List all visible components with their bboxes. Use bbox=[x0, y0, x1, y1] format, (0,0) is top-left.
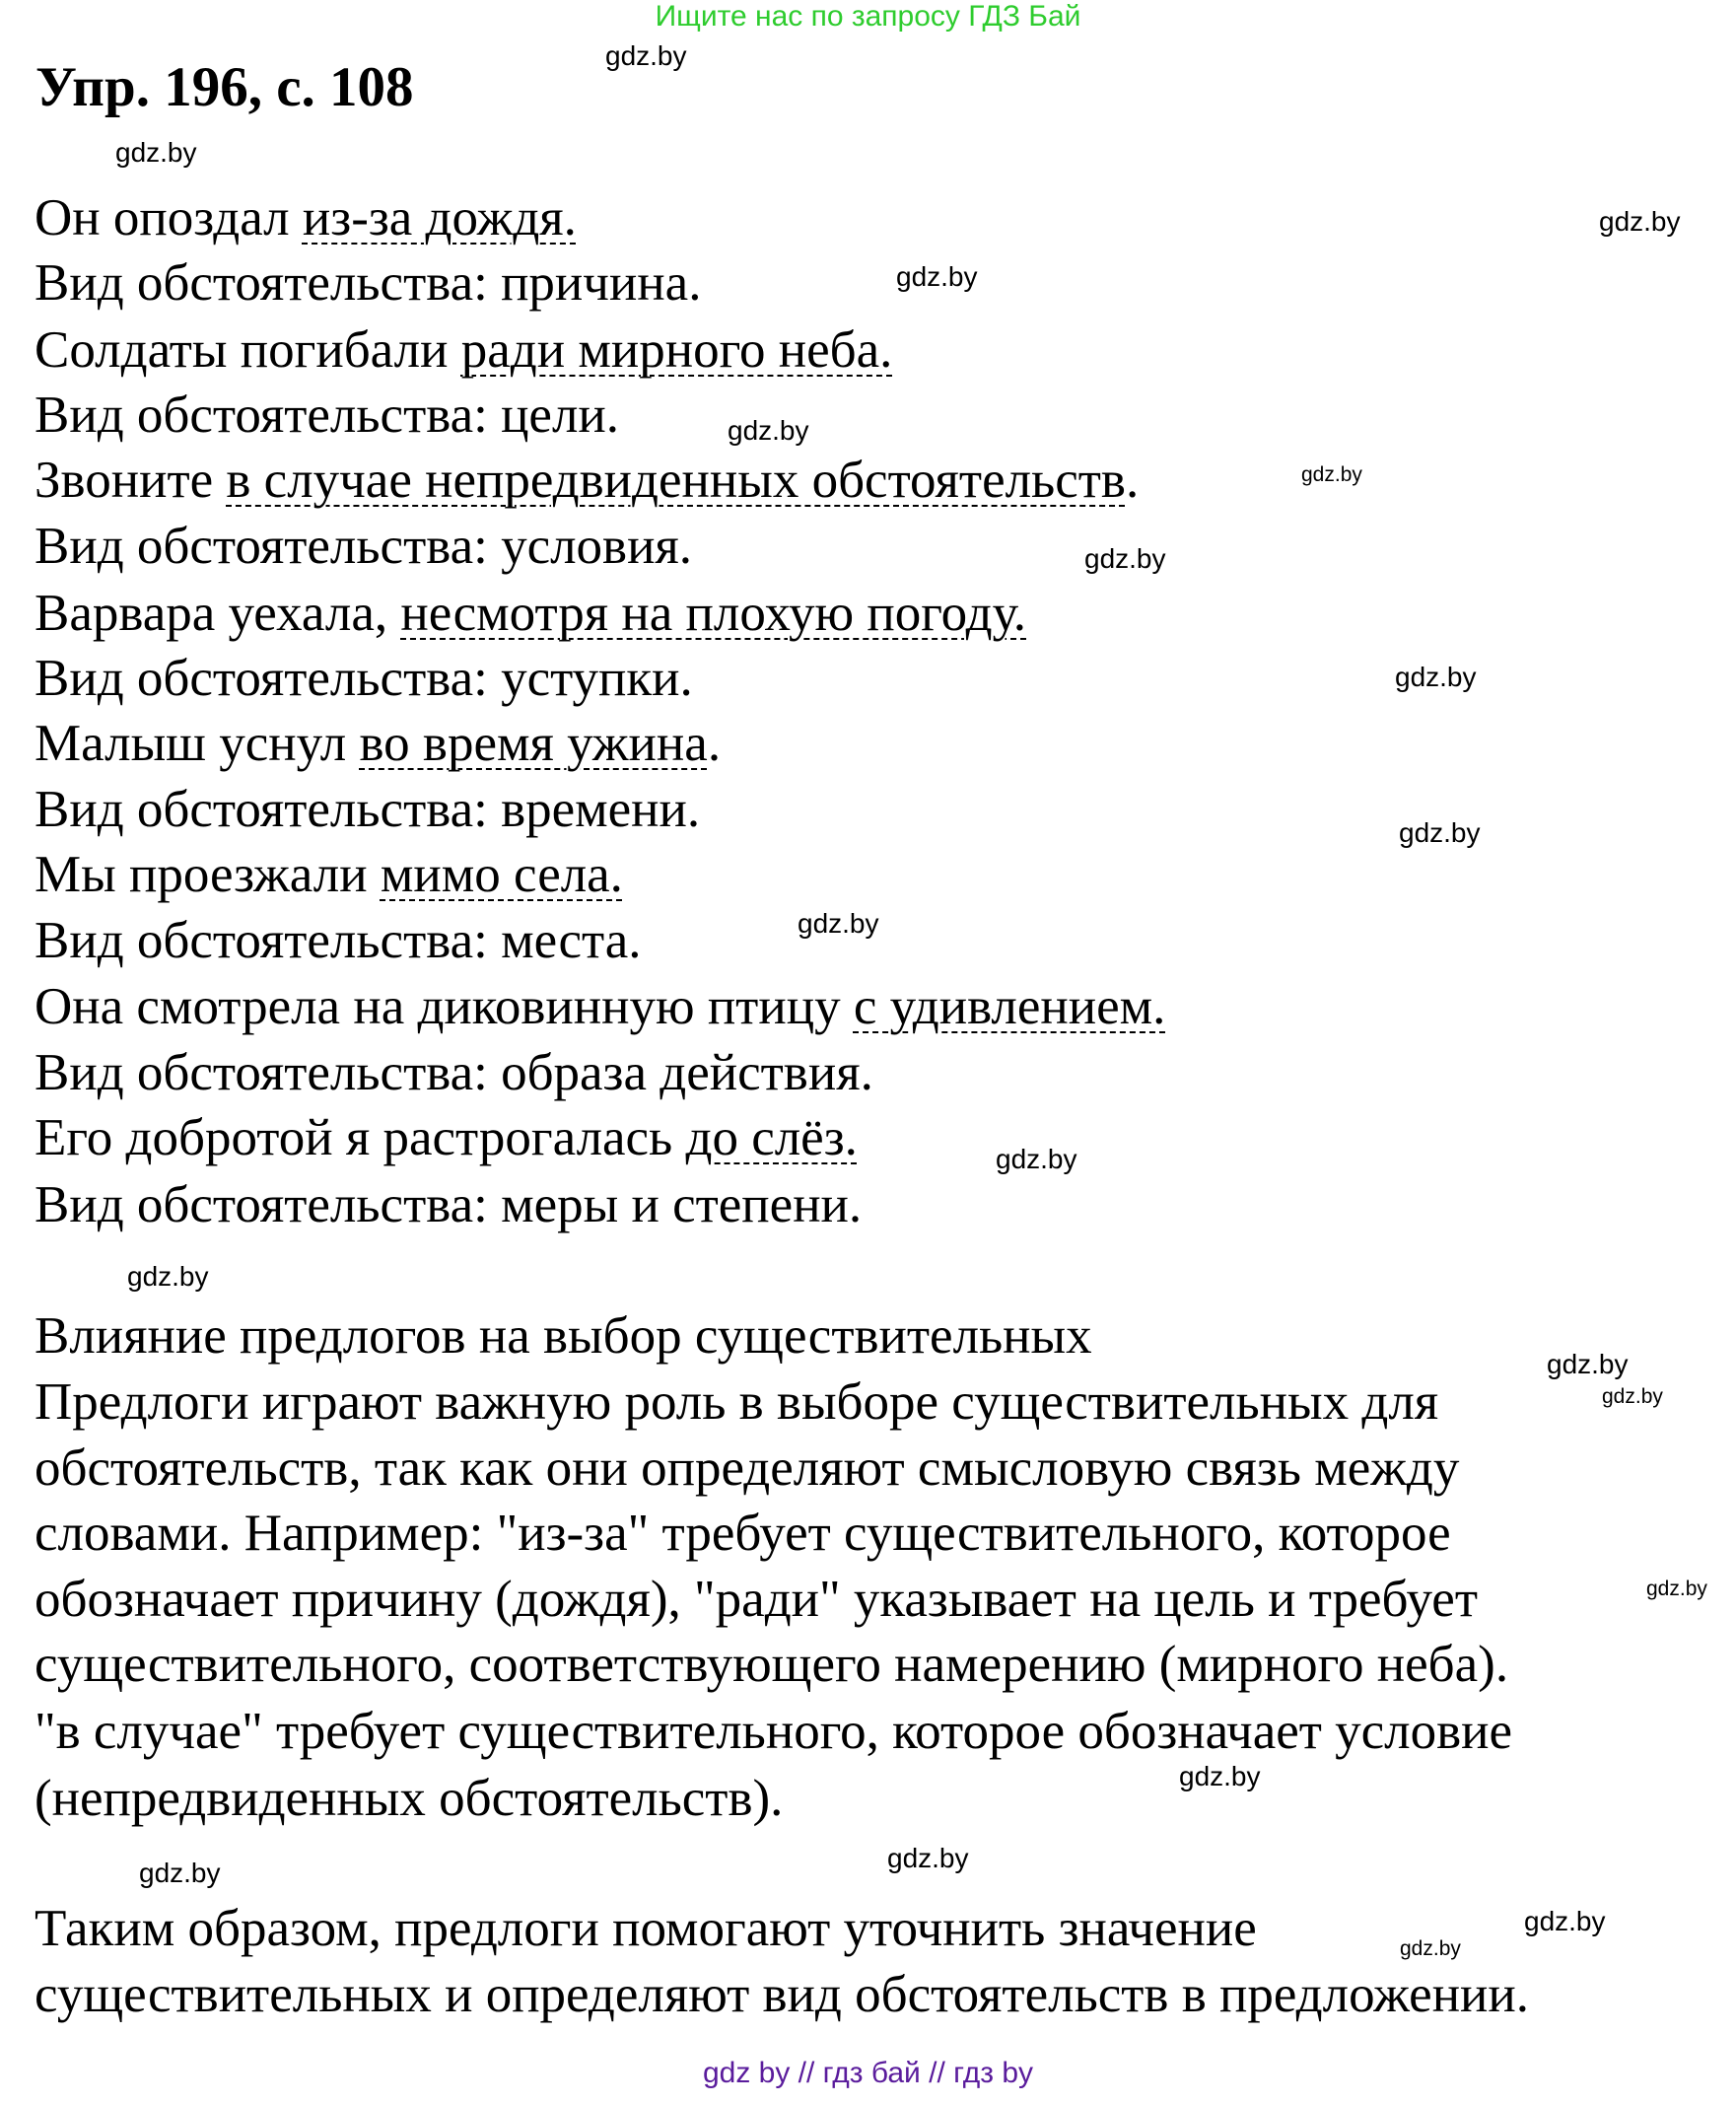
text: Она смотрела на диковинную птицу bbox=[35, 978, 854, 1035]
watermark: gdz.by bbox=[1301, 463, 1362, 486]
text: Вид обстоятельства: условия. bbox=[35, 518, 693, 575]
paragraph-line: обозначает причину (дождя), "ради" указывает на цель и требует bbox=[35, 1571, 1478, 1628]
watermark: gdz.by bbox=[798, 908, 879, 939]
watermark: gdz.by bbox=[1602, 1385, 1663, 1408]
watermark: gdz.by bbox=[1400, 1937, 1461, 1960]
section-heading: Влияние предлогов на выбор существительных bbox=[35, 1307, 1092, 1365]
text: Вид обстоятельства: меры и степени. bbox=[35, 1176, 863, 1233]
paragraph-line: обстоятельств, так как они определяют смысловую связь между bbox=[35, 1439, 1460, 1497]
text: Малыш уснул bbox=[35, 715, 360, 772]
watermark: gdz.by bbox=[1547, 1349, 1629, 1379]
watermark: gdz.by bbox=[1084, 543, 1166, 574]
underlined-adverbial: до слёз. bbox=[685, 1109, 858, 1166]
example-line bbox=[35, 517, 692, 582]
underlined-adverbial: мимо села. bbox=[380, 846, 623, 903]
watermark: gdz.by bbox=[728, 415, 809, 446]
text: Варвара уехала, bbox=[35, 585, 401, 642]
watermark: gdz.by bbox=[896, 261, 978, 292]
watermark: gdz.by bbox=[127, 1261, 209, 1292]
watermark: gdz.by bbox=[887, 1843, 969, 1873]
text: Вид обстоятельства: образа действия. bbox=[35, 1044, 873, 1101]
paragraph-line: словами. Например: "из-за" требует существительного, которое bbox=[35, 1505, 1451, 1562]
text: Звоните bbox=[35, 452, 227, 509]
example-line bbox=[35, 1108, 858, 1173]
underlined-adverbial: во время ужина bbox=[359, 715, 708, 772]
conclusion-line: Таким образом, предлоги помогают уточнить значение bbox=[35, 1900, 1257, 1957]
paragraph-line: Предлоги играют важную роль в выборе существительных для bbox=[35, 1373, 1439, 1431]
paragraph-line: существительного, соответствующего намерению (мирного неба). bbox=[35, 1636, 1509, 1693]
example-line bbox=[35, 451, 1139, 516]
text: Мы проезжали bbox=[35, 846, 381, 903]
paragraph-line: "в случае" требует существительного, которое обозначает условие bbox=[35, 1703, 1513, 1760]
example-line bbox=[35, 911, 642, 976]
watermark: gdz.by bbox=[605, 40, 687, 71]
example-line bbox=[35, 386, 619, 451]
text: Вид обстоятельства: времени. bbox=[35, 781, 701, 838]
text: Вид обстоятельства: причина. bbox=[35, 254, 702, 312]
example-line bbox=[35, 320, 892, 386]
example-line bbox=[35, 977, 1165, 1042]
example-line bbox=[35, 1043, 873, 1108]
watermark: gdz.by bbox=[996, 1144, 1077, 1174]
underlined-adverbial: несмотря на плохую погоду. bbox=[400, 585, 1027, 642]
example-line bbox=[35, 845, 623, 910]
text: . bbox=[707, 715, 722, 772]
watermark: gdz.by bbox=[1524, 1906, 1606, 1936]
page-title: Упр. 196, с. 108 bbox=[35, 56, 414, 118]
example-line bbox=[35, 780, 700, 845]
text: Вид обстоятельства: уступки. bbox=[35, 650, 693, 707]
example-line bbox=[35, 1175, 862, 1240]
watermark: gdz.by bbox=[115, 137, 197, 168]
example-line bbox=[35, 714, 721, 779]
example-line bbox=[35, 188, 577, 253]
underlined-adverbial: из-за дождя. bbox=[302, 189, 577, 246]
paragraph-line: (непредвиденных обстоятельств). bbox=[35, 1770, 784, 1827]
underlined-adverbial: в случае непредвиденных обстоятельств bbox=[226, 452, 1126, 509]
example-line bbox=[35, 649, 693, 714]
watermark: gdz.by bbox=[1399, 817, 1481, 848]
text: Солдаты погибали bbox=[35, 321, 461, 379]
top-banner: Ищите нас по запросу ГДЗ Бай bbox=[655, 0, 1081, 33]
example-line bbox=[35, 584, 1026, 649]
text: Его добротой я растрогалась bbox=[35, 1109, 686, 1166]
text: Вид обстоятельства: цели. bbox=[35, 386, 620, 444]
underlined-adverbial: с удивлением. bbox=[853, 978, 1166, 1035]
watermark: gdz.by bbox=[1646, 1578, 1707, 1600]
conclusion-line: существительных и определяют вид обстоятельств в предложении. bbox=[35, 1966, 1530, 2023]
bottom-banner: gdz by // гдз бай // гдз by bbox=[702, 2057, 1034, 2089]
watermark: gdz.by bbox=[1179, 1761, 1261, 1791]
text: Вид обстоятельства: места. bbox=[35, 912, 642, 969]
text: . bbox=[1125, 452, 1140, 509]
underlined-adverbial: ради мирного неба. bbox=[460, 321, 893, 379]
watermark: gdz.by bbox=[139, 1858, 221, 1888]
text: Он опоздал bbox=[35, 189, 303, 246]
watermark: gdz.by bbox=[1395, 662, 1477, 692]
example-line bbox=[35, 253, 701, 318]
watermark: gdz.by bbox=[1599, 206, 1681, 237]
